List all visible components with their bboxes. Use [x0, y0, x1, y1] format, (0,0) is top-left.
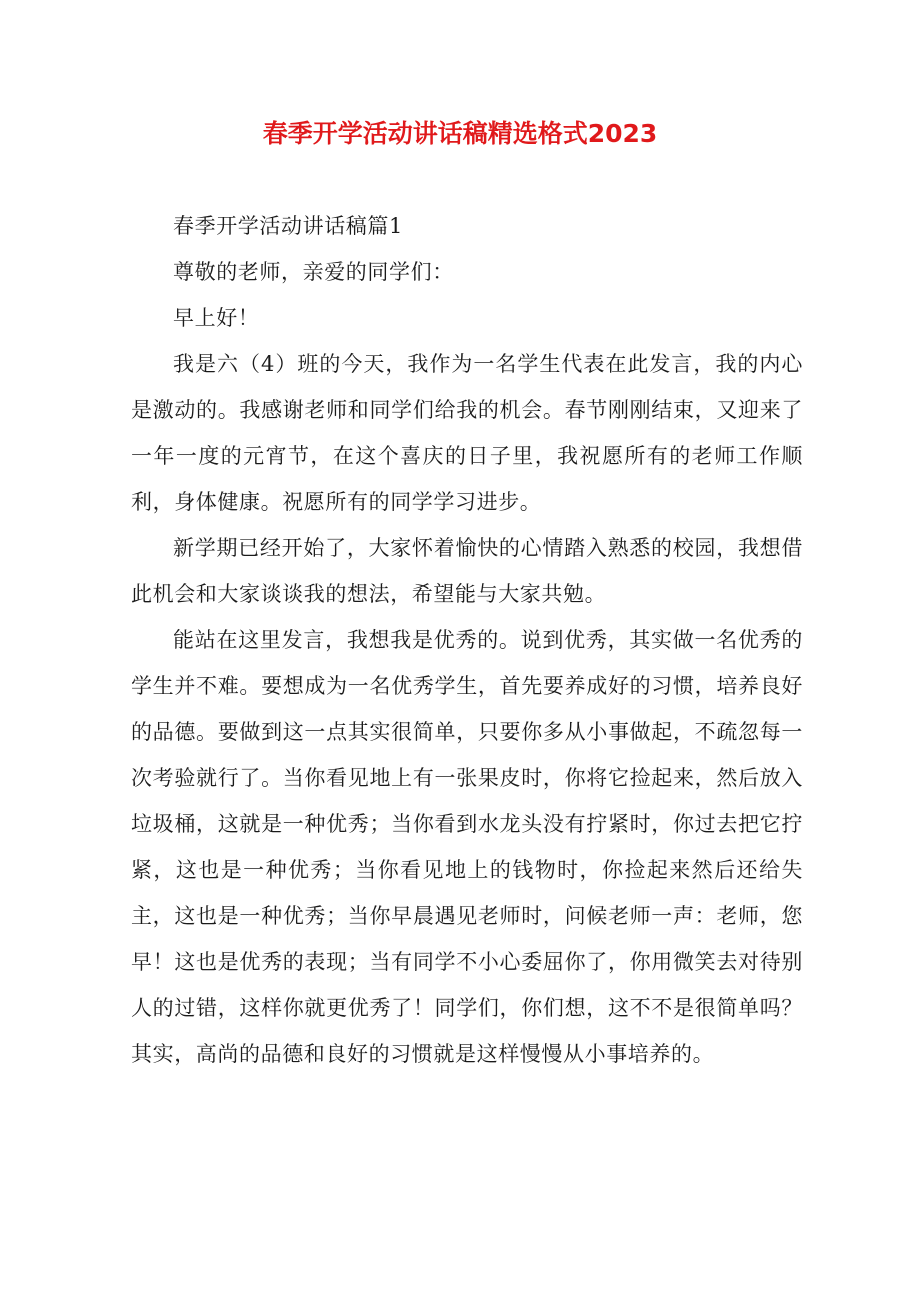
document-title: 春季开学活动讲话稿精选格式2023	[262, 119, 658, 148]
paragraph-salutation: 尊敬的老师，亲爱的同学们：	[173, 260, 454, 284]
paragraph-greeting: 早上好！	[173, 306, 260, 330]
paragraph-section-heading: 春季开学活动讲话稿篇1	[173, 214, 403, 238]
document-body	[131, 203, 803, 1077]
paragraph-excellence: 能站在这里发言，我想我是优秀的。说到优秀，其实做一名优秀的学生并不难。要想成为一名优秀学生，首先要养成好的习惯，培养良好的品德。要做到这一点其实很简单，只要你多从小事做起，不疏忽每一次考验就行了。当你看见地上有一张果皮时，你将它捡起来，然后放入垃圾桶，这就是一种优秀；当你看到水龙头没有拧紧时，你过去把它拧紧，这也是一种优秀；当你看见地上的钱物时，你捡起来然后还给失主，这也是一种优秀；当你早晨遇见老师时，问候老师一声：老师，您早！这也是优秀的表现；当有同学不小心委屈你了，你用微笑去对待别人的过错，这样你就更优秀了！同学们，你们想，这不不是很简单吗？其实，高尚的品德和良好的习惯就是这样慢慢从小事培养的。	[131, 628, 803, 1066]
paragraph-introduction: 我是六（4）班的今天，我作为一名学生代表在此发言，我的内心是激动的。我感谢老师和同学们给我的机会。春节刚刚结束，又迎来了一年一度的元宵节，在这个喜庆的日子里，我祝愿所有的老师工作顺利，身体健康。祝愿所有的同学学习进步。	[131, 352, 803, 514]
paragraph-new-semester: 新学期已经开始了，大家怀着愉快的心情踏入熟悉的校园，我想借此机会和大家谈谈我的想法，希望能与大家共勉。	[131, 536, 803, 606]
